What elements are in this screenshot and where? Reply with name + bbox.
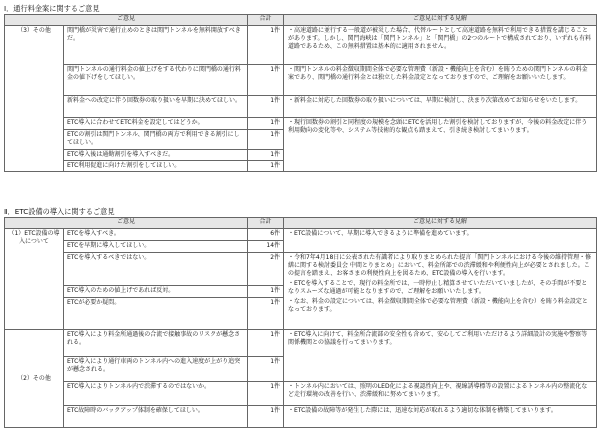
count-cell: 1件 bbox=[248, 330, 284, 357]
opinion-cell: ETCの割引は関門トンネル、関門橋の両方で利用できる割引にしてほしい。 bbox=[64, 130, 248, 150]
count-cell: 1件 bbox=[248, 130, 284, 150]
response-cell: ・ETC導入に向けて、料金所合流部の安全性も含めて、安心してご利用いただけるよう詳細設計の実施や警察等関係機関との協議を行ってまいります。 bbox=[284, 330, 597, 382]
header-count: 合計 bbox=[248, 218, 284, 229]
header-count: 合計 bbox=[248, 15, 284, 26]
opinion-cell: ETCを導入すべき。 bbox=[64, 229, 248, 241]
section1-title: Ⅰ．通行料金案に関するご意見 bbox=[4, 4, 100, 13]
opinion-cell: ETC利用促進に向けた割引をしてほしい。 bbox=[64, 161, 248, 172]
header-response: ご意見に対する見解 bbox=[284, 218, 597, 229]
table-row bbox=[5, 330, 597, 357]
response-cell: ・ETC設備の故障等が発生した際には、迅速な対応が取れるよう適切な体制を構築してまいります。 bbox=[284, 406, 597, 428]
opinion-cell: ETC導入のための値上げであれば反対。 bbox=[64, 286, 248, 298]
opinion-cell: ETC導入によりトンネル内で渋滞するのではないか。 bbox=[64, 382, 248, 406]
count-cell: 2件 bbox=[248, 253, 284, 286]
opinion-cell: 関門トンネルの通行料金の値上げをする代わりに関門橋の通行料金の値下げをしてほしい。 bbox=[64, 65, 248, 96]
count-cell: 1件 bbox=[248, 357, 284, 382]
opinion-cell: ETC導入により料金所通過後の合流で接触事故のリスクが懸念される。 bbox=[64, 330, 248, 357]
opinion-cell: ETC導入により通行車両のトンネル内への進入速度が上がり追突が懸念される。 bbox=[64, 357, 248, 382]
table-row bbox=[5, 96, 597, 118]
response-cell: ・ETC設備について、早期に導入できるように準備を進めています。 bbox=[284, 229, 597, 253]
response-cell: ・関門トンネルの料金徴収期間全体で必要な管理費（新設・機能向上を含む）を賄うための関門トンネルの料金案であり、関門橋の通行料金とは独立した料金設定となっておりますので、ご理解をお願いいたします。 bbox=[284, 65, 597, 96]
count-cell: 14件 bbox=[248, 241, 284, 253]
response-paragraph: ・令和7年4月18日に公表された有識者により取りまとめられた提言「関門トンネルにおける今後の維持管理・修繕に関する検討委員会 中間とりまとめ」において、料金所部での渋滞緩和や利便性向上が必要とされました。この提言を踏まえ、お客さまの利便性向上を図るため、ETC設備の導入を行います。 bbox=[288, 254, 592, 277]
header-response: ご意見に対する見解 bbox=[284, 15, 597, 26]
section2-title: Ⅱ．ETC設備の導入に関するご意見 bbox=[4, 207, 115, 216]
count-cell: 1件 bbox=[248, 298, 284, 330]
count-cell: 6件 bbox=[248, 229, 284, 241]
count-cell: 1件 bbox=[248, 96, 284, 118]
response-paragraph: ・なお、料金の設定については、料金徴収期間全体で必要な管理費（新設・機能向上を含む）を賄う料金設定となっております。 bbox=[288, 298, 588, 313]
response-cell: ・新料金に対応した回数券の取り扱いについては、早期に検討し、決まり次第改めてお知らせをいたします。 bbox=[284, 96, 597, 118]
opinion-cell: ETCが必要か疑問。 bbox=[64, 298, 248, 330]
opinion-cell: ETC導入後は通勤割引を導入すべきだ。 bbox=[64, 150, 248, 161]
count-cell: 1件 bbox=[248, 406, 284, 428]
count-cell: 1件 bbox=[248, 161, 284, 172]
section1-table bbox=[4, 14, 597, 172]
count-cell: 1件 bbox=[248, 65, 284, 96]
table-header-row bbox=[5, 218, 597, 229]
table-row bbox=[5, 229, 597, 241]
response-cell: ・現行回数券の割引と同程度の規模を念頭にETCを活用した割引を検討しておりますが、今後の料金改定に伴う利用動向の変化等や、システム等技術的な観点も踏まえて、引き続き検討してまいります。 bbox=[284, 118, 597, 172]
count-cell: 1件 bbox=[248, 150, 284, 161]
header-opinion: ご意見 bbox=[5, 15, 248, 26]
table-row bbox=[5, 118, 597, 130]
opinion-cell: 関門橋が災害で通行止めのときは関門トンネルを無料開放すべきだ。 bbox=[64, 26, 248, 65]
opinion-cell: ETCを導入するべきではない。 bbox=[64, 253, 248, 286]
table-header-row bbox=[5, 15, 597, 26]
opinion-cell: 新料金への改定に伴う回数券の取り扱いを早期に決めてほしい。 bbox=[64, 96, 248, 118]
response-cell: ・高速道路に並行する一般道が被災した場合、代替ルートとして高速道路を無料で利用できる措置を講じることがあります。しかし、関門海峡は「関門トンネル」と「関門橋」の2つのルートで構成されており、いずれも有料道路であるため、この無料措置は基本的に適用されません。 bbox=[284, 26, 597, 65]
count-cell: 1件 bbox=[248, 118, 284, 130]
response-cell: ・トンネル内においては、照明のLED化による視認性向上や、視線誘導標等の設置によるトンネル内の整流化など走行環境の改善を行い、渋滞緩和に努めてまいります。 bbox=[284, 382, 597, 406]
response-paragraph: ・ETCを導入することで、現行の料金所では、一時停止し精算させていただいていましたが、その手間が不要となりスムーズな通過が可能となりますので、ご理解をお願いいたします。 bbox=[288, 280, 588, 295]
category-cell: （2）その他 bbox=[5, 330, 64, 428]
table-row bbox=[5, 406, 597, 428]
count-cell: 1件 bbox=[248, 26, 284, 65]
category-cell: （3）その他 bbox=[5, 26, 64, 172]
table-row bbox=[5, 382, 597, 406]
response-cell bbox=[284, 253, 597, 330]
opinion-cell: ETC故障時のバックアップ体制を確保してほしい。 bbox=[64, 406, 248, 428]
opinion-cell: ETCを早期に導入してほしい。 bbox=[64, 241, 248, 253]
category-cell: （1）ETC設備の導入について bbox=[5, 229, 64, 330]
count-cell: 1件 bbox=[248, 286, 284, 298]
count-cell: 1件 bbox=[248, 382, 284, 406]
header-opinion: ご意見 bbox=[5, 218, 248, 229]
table-row bbox=[5, 253, 597, 286]
opinion-cell: ETC導入に合わせてETC料金を設定してはどうか。 bbox=[64, 118, 248, 130]
table-row bbox=[5, 65, 597, 96]
table-row bbox=[5, 26, 597, 65]
section2-table bbox=[4, 217, 597, 428]
